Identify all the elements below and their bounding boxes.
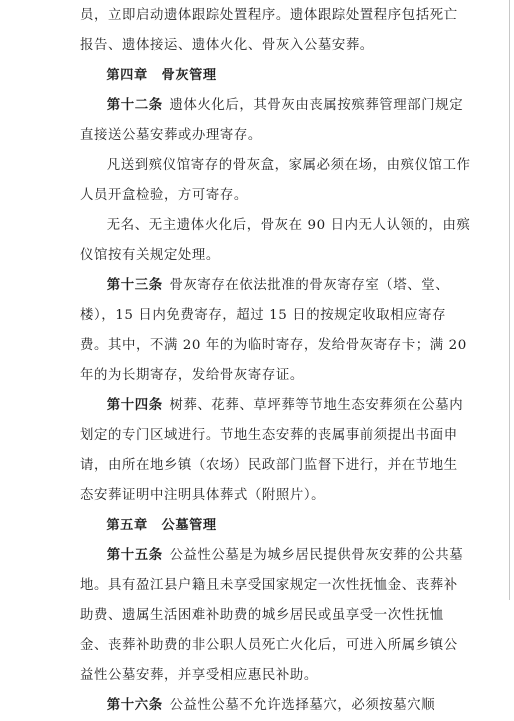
chapter-heading-5: 第五章 公墓管理	[106, 518, 217, 533]
chapter-heading-4: 第四章 骨灰管理	[106, 68, 217, 83]
article-label: 第十五条	[106, 548, 163, 563]
article-15	[80, 541, 471, 691]
article-label: 第十四条	[106, 398, 163, 413]
article-text: 骨灰寄存在依法批准的骨灰寄存室（塔、堂、楼），15 日内免费寄存，超过 15 日的按规定收取相应寄存费。其中，不满 20 年的为临时寄存，发给骨灰寄存卡；满 20 年的为长期寄存，发给骨灰寄存证。	[80, 278, 467, 383]
article-12	[80, 91, 471, 151]
article-14	[80, 391, 471, 511]
article-label: 第十二条	[106, 98, 163, 113]
article-16	[80, 691, 471, 721]
article-text: 公益性公墓不允许选择墓穴，必须按墓穴顺	[169, 698, 436, 713]
article-text: 公益性公墓是为城乡居民提供骨灰安葬的公共墓地。具有盈江县户籍且未享受国家规定一次性抚恤金、丧葬补助费、遗属生活困难补助费的城乡居民或虽享受一次性抚恤金、丧葬补助费的非公职人员死亡火化后，可进入所属乡镇公益性公墓安葬，并享受相应惠民补助。	[80, 548, 464, 683]
paragraph: 无名、无主遗体火化后，骨灰在 90 日内无人认领的，由殡仪馆按有关规定处理。	[80, 218, 471, 263]
article-label: 第十三条	[106, 278, 163, 293]
paragraph: 凡送到殡仪馆寄存的骨灰盒，家属必须在场，由殡仪馆工作人员开盒检验，方可寄存。	[80, 158, 471, 203]
article-text: 遗体火化后，其骨灰由丧属按殡葬管理部门规定直接送公墓安葬或办理寄存。	[80, 98, 464, 143]
document-body	[80, 1, 471, 721]
article-13	[80, 271, 471, 391]
article-text: 树葬、花葬、草坪葬等节地生态安葬须在公墓内划定的专门区域进行。节地生态安葬的丧属事前须提出书面申请，由所在地乡镇（农场）民政部门监督下进行，并在节地生态安葬证明中注明具体葬式（附照片）。	[80, 398, 464, 503]
paragraph-continuation: 员，立即启动遗体跟踪处置程序。遗体跟踪处置程序包括死亡报告、遗体接运、遗体火化、骨灰入公墓安葬。	[80, 8, 458, 53]
article-label: 第十六条	[106, 698, 163, 713]
